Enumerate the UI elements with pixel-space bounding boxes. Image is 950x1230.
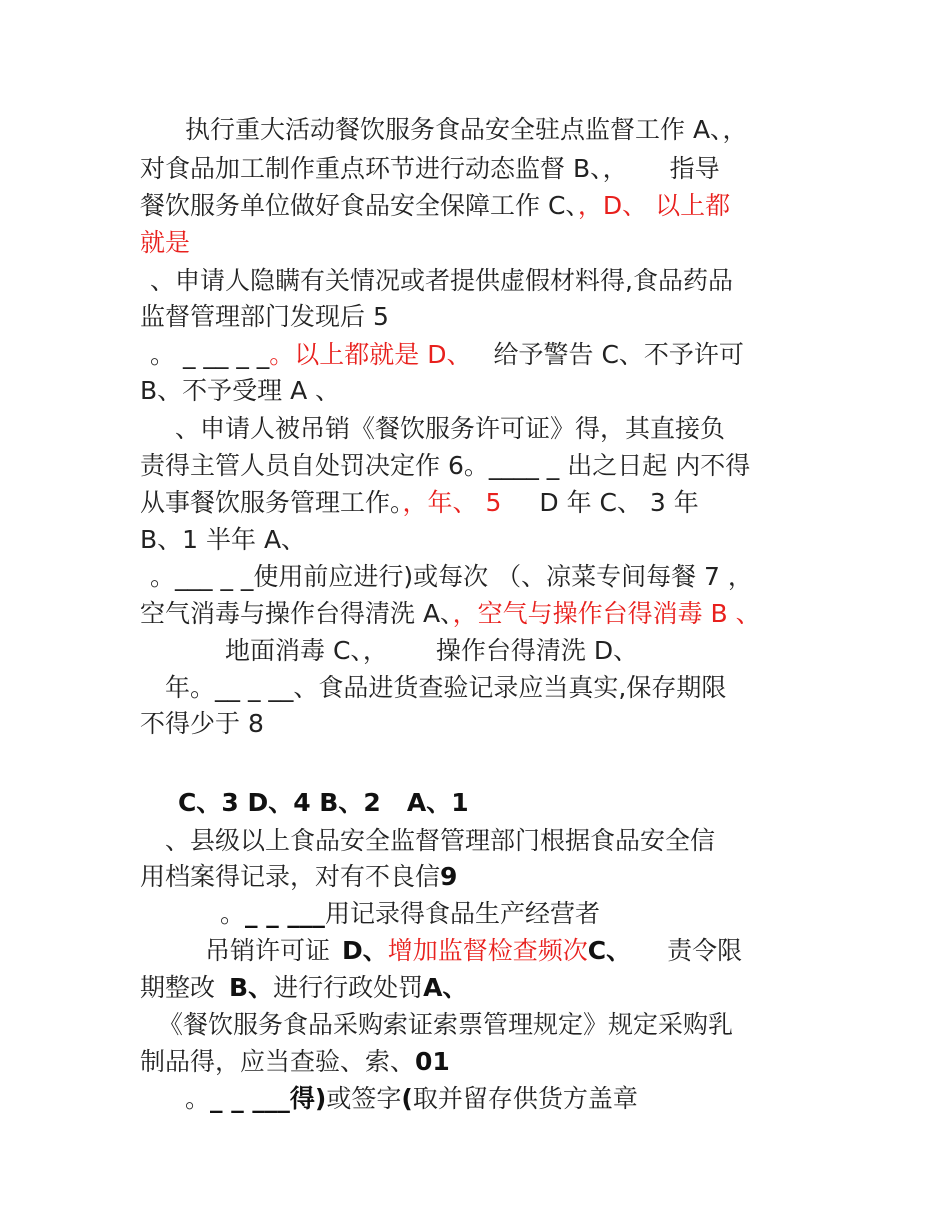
q5-options xyxy=(178,786,469,820)
q5-options-text: C、3 D、4 B、2 A、1 xyxy=(178,788,469,817)
q6-text-2: 用档案得记录，对有不良信 xyxy=(140,862,441,891)
q4-line-2 xyxy=(140,597,761,631)
q6-option-c: C、 xyxy=(587,936,632,965)
q3-text-3b: D 年 C、 3 年 xyxy=(539,488,699,517)
q7-line-2 xyxy=(140,1045,450,1079)
q7-line-3 xyxy=(185,1082,638,1116)
q3-text-2: 责得主管人员自处罚决定作 6。____ _ 出之日起 内不得 xyxy=(140,451,751,480)
q4-answer-text: ，空气与操作台得消毒 B 、 xyxy=(452,599,761,628)
q5-line-1 xyxy=(165,671,726,705)
q6-answer-text: 增加监督检查频次 xyxy=(387,936,588,965)
q4-text-3b: 操作台得清洗 D、 xyxy=(435,636,639,665)
q6-option-a: A、 xyxy=(423,973,468,1002)
q1-line-2 xyxy=(140,152,720,186)
q7-paren: ( xyxy=(401,1084,413,1113)
q4-line-3 xyxy=(225,634,638,668)
q3-answer-text: ，年、 5 xyxy=(402,488,502,517)
q6-text-5a: 期整改 xyxy=(140,973,216,1002)
q3-line-3 xyxy=(140,486,699,520)
q6-text-1: 、县级以上食品安全监督管理部门根据食品安全信 xyxy=(165,826,716,855)
q1-answer-text-2: 就是 xyxy=(140,228,191,257)
q7-blank: _ _ ___得) xyxy=(210,1084,327,1113)
q3-text-3: 从事餐饮服务管理工作。 xyxy=(140,488,403,517)
q6-text-5c: 进行行政处罚 xyxy=(273,973,424,1002)
q1-line-1 xyxy=(185,113,748,147)
q5-text-2: 不得少于 8 xyxy=(140,709,264,738)
q4-text-3: 地面消毒 C、， xyxy=(225,636,388,665)
q3-line-1 xyxy=(175,412,725,446)
q1-answer-text: ，D、 以上都 xyxy=(577,191,731,220)
q2-text-2: 监督管理部门发现后 5 xyxy=(140,302,389,331)
q2-line-1 xyxy=(150,264,733,298)
q6-line-2 xyxy=(140,860,457,894)
q7-text-3c: 或签字 xyxy=(326,1084,402,1113)
q6-number: 9 xyxy=(440,862,458,891)
q6-text-3: 用记录得食品生产经营者 xyxy=(324,899,600,928)
q4-text-2: 空气消毒与操作台得清洗 A、 xyxy=(140,599,453,628)
q7-mark: 。 xyxy=(185,1084,211,1113)
q2-blank: 。 _ __ _ _ xyxy=(150,340,270,369)
q2-text-3: 给予警告 C、不予许可 xyxy=(493,340,744,369)
q5-line-2 xyxy=(140,707,264,741)
q7-line-1 xyxy=(158,1008,733,1042)
q5-text-1: 年。__ _ __、食品进货查验记录应当真实,保存期限 xyxy=(165,673,727,702)
q1-text-2b: 指导 xyxy=(669,154,720,183)
q1-line-3 xyxy=(140,189,730,223)
q6-blank: _ _ ___ xyxy=(245,899,325,928)
q2-line-2 xyxy=(140,300,389,334)
q7-number: 01 xyxy=(415,1047,450,1076)
q7-text-2: 制品得，应当查验、索、 xyxy=(140,1047,416,1076)
q6-line-5 xyxy=(140,971,467,1005)
q2-line-4 xyxy=(140,374,340,408)
q2-answer-text: 。以上都就是 D、 xyxy=(269,340,472,369)
q6-line-3 xyxy=(220,897,600,931)
q3-line-2 xyxy=(140,449,750,483)
q4-line-1 xyxy=(150,560,753,594)
q4-text-1: 。___ _ _使用前应进行)或每次 （、凉菜专间每餐 7 ， xyxy=(150,562,753,591)
q2-text-4: B、不予受理 A 、 xyxy=(140,376,341,405)
q6-option-b: B、 xyxy=(229,973,274,1002)
q1-line-4 xyxy=(140,226,190,260)
q3-line-4 xyxy=(140,523,306,557)
q6-text-4a: 吊销许可证 xyxy=(205,936,331,965)
q3-text-4: B、1 半年 A、 xyxy=(140,525,307,554)
q3-text-1: 、申请人被吊销《餐饮服务许可证》得，其直接负 xyxy=(175,414,726,443)
q7-text-3e: 取并留存供货方盖章 xyxy=(412,1084,638,1113)
q1-text-3: 餐饮服务单位做好食品安全保障工作 C、 xyxy=(140,191,578,220)
q6-line-4 xyxy=(205,934,742,968)
q2-line-3 xyxy=(150,338,744,372)
q2-text-1: 、申请人隐瞒有关情况或者提供虚假材料得,食品药品 xyxy=(150,266,733,295)
q6-line-1 xyxy=(165,824,715,858)
q1-text-2: 对食品加工制作重点环节进行动态监督 B、， xyxy=(140,154,628,183)
q6-mark: 。 xyxy=(220,899,246,928)
q6-option-d: D、 xyxy=(342,936,388,965)
q1-text-1: 执行重大活动餐饮服务食品安全驻点监督工作 A、， xyxy=(185,115,748,144)
q7-text-1: 《餐饮服务食品采购索证索票管理规定》规定采购乳 xyxy=(158,1010,734,1039)
q6-text-4d: 责令限 xyxy=(667,936,743,965)
